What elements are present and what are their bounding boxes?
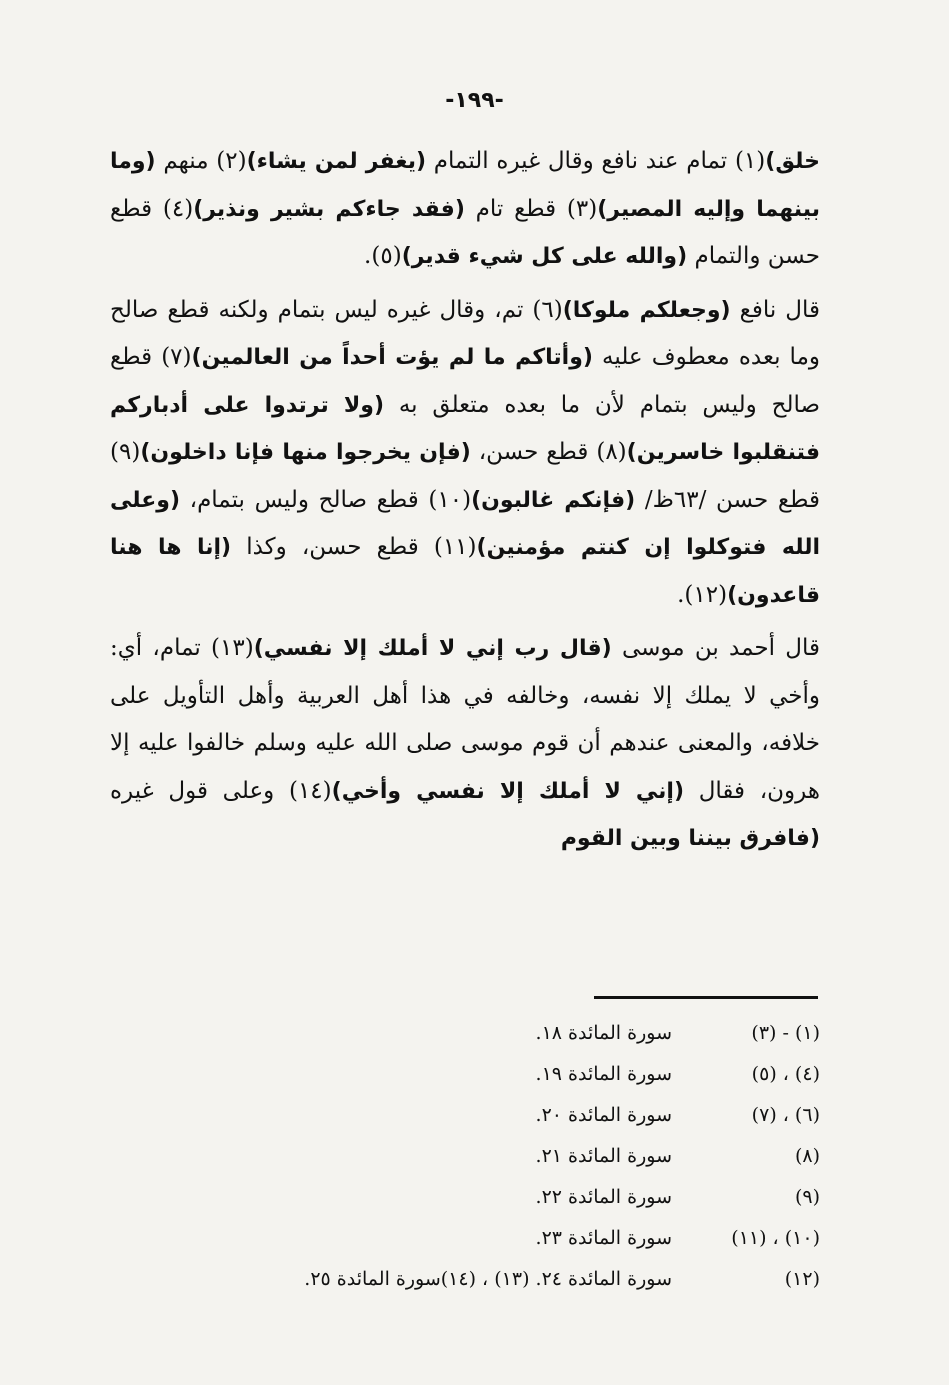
quran-quote: (ولا ترتدوا على أدباركم فتنقلبوا خاسرين)	[110, 392, 820, 465]
text-run: قال أحمد بن موسى	[611, 635, 820, 661]
paragraph	[110, 625, 820, 863]
quran-quote: (إنا ها هنا قاعدون)	[110, 535, 820, 608]
quran-quote: (قال رب إني لا أملك إلا نفسي)	[253, 636, 612, 661]
text-run: (٥).	[364, 243, 402, 269]
footnote-text: سورة المائدة ١٩.	[535, 1062, 672, 1085]
footnote-row	[180, 1135, 820, 1176]
quran-quote: (وما بينهما وإليه المصير)	[110, 149, 820, 222]
quran-quote: (فقد جاءكم بشير ونذير)	[193, 196, 465, 222]
paragraph	[110, 138, 820, 281]
text-run: (١٤) وعلى قول غيره	[110, 777, 332, 804]
footnote-divider	[594, 996, 818, 999]
quran-quote: (وعلى الله فتوكلوا إن كنتم مؤمنين)	[110, 487, 820, 560]
text-run: (١٠) قطع صالح وليس بتمام،	[180, 486, 472, 513]
quran-quote: (إني لا أملك إلا نفسي وأخي)	[331, 778, 685, 804]
footnote-row	[180, 1094, 820, 1135]
text-run: (٤) قطع حسن والتمام	[110, 195, 820, 269]
footnote-ref: (٨)	[794, 1144, 820, 1167]
text-run: قال نافع	[730, 296, 820, 323]
quran-quote: (فإن يخرجوا منها فإنا داخلون)	[140, 440, 471, 465]
text-run: (٣) قطع تام	[464, 195, 598, 222]
quran-quote: خلق)	[765, 149, 820, 174]
footnotes	[180, 1012, 820, 1299]
text-run: (١١) قطع حسن، وكذا	[231, 534, 477, 560]
footnote-row	[180, 1258, 820, 1299]
quran-quote: (والله على كل شيء قدير)	[401, 244, 688, 269]
footnote-text: سورة المائدة ٢٤. (١٣) ، (١٤)سورة المائدة ٢٥.	[304, 1267, 672, 1290]
text-run: (١٣) تمام، أي: وأخي لا يملك إلا نفسه، وخالفه في هذا أهل العربية وأهل التأويل على خلافه، والمعنى عندهم أن قوم موسى صلى الله عليه وسلم خالفوا عليه إلا هرون، فقال	[110, 635, 820, 804]
paragraph	[110, 287, 820, 620]
text-run: (٧) قطع صالح وليس بتمام لأن ما بعده متعلق به	[110, 344, 820, 418]
footnote-ref: (٩)	[794, 1185, 820, 1208]
text-run: (٢) منهم	[155, 148, 247, 174]
text-run: (٦) تم، وقال غيره ليس بتمام ولكنه قطع صالح وما بعده معطوف عليه	[110, 296, 820, 370]
footnote-ref: (١٢)	[784, 1267, 820, 1290]
footnote-text: سورة المائدة ٢٠.	[535, 1103, 672, 1126]
footnote-text: سورة المائدة ٢٣.	[535, 1226, 672, 1249]
footnote-ref: (٦) ، (٧)	[751, 1103, 820, 1126]
text-run: (٨) قطع حسن،	[470, 439, 627, 465]
footnote-row	[180, 1053, 820, 1094]
quran-quote: (فافرق بيننا وبين القوم	[560, 826, 820, 851]
footnote-text: سورة المائدة ٢١.	[535, 1144, 672, 1167]
footnote-ref: (١) - (٣)	[751, 1021, 820, 1044]
quran-quote: (وأتاكم ما لم يؤت أحداً من العالمين)	[191, 345, 593, 370]
quran-quote: (فإنكم غالبون)	[471, 487, 636, 513]
quran-quote: (يغفر لمن يشاء)	[246, 149, 427, 174]
footnote-row	[180, 1176, 820, 1217]
quran-quote: (وجعلكم ملوكا)	[562, 297, 731, 323]
main-text	[110, 138, 820, 863]
text-run: (١) تمام عند نافع وقال غيره التمام	[426, 148, 766, 174]
footnote-ref: (١٠) ، (١١)	[731, 1226, 820, 1249]
page-number: -١٩٩-	[445, 88, 504, 113]
footnote-text: سورة المائدة ١٨.	[535, 1021, 672, 1044]
footnote-row	[180, 1012, 820, 1053]
footnote-row	[180, 1217, 820, 1258]
text-run: (٩) قطع حسن /٦٣ظ/	[110, 439, 820, 513]
footnote-text: سورة المائدة ٢٢.	[535, 1185, 672, 1208]
footnote-ref: (٤) ، (٥)	[751, 1062, 820, 1085]
text-run: (١٢).	[677, 581, 728, 608]
